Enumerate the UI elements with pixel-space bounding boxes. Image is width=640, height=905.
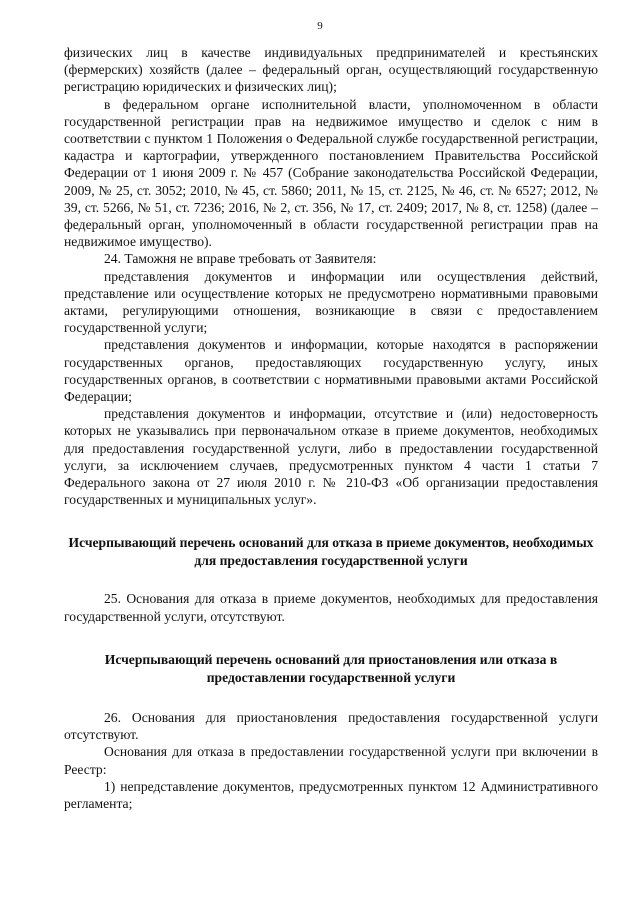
paragraph-24-item-2: представления документов и информации, которые находятся в распоряжении государственных органов, предоставляющих государственную услугу, иных государственных органов, в соответствии с нормативными правовыми актами Российской Федерации; (64, 337, 598, 405)
paragraph-refusal-item-1: 1) непредставление документов, предусмотренных пунктом 12 Административного регламента; (64, 778, 598, 811)
paragraph-rosreestr: в федеральном органе исполнительной власти, уполномоченном в области государственной регистрации прав на недвижимое имущество и сделок с ним в соответствии с пунктом 1 Положения о Федеральной службе государственной регистрации, кадастра и картографии, утвержденного постановлением Правительства Российской Федерации от 1 июня 2009 г. № 457 (Собрание законодательства Российской Федерации, 2009, № 25, ст. 3052; 2010, № 45, ст. 5860; 2011, № 15, ст. 2125, № 46, ст. № 6527; 2012, № 39, ст. 5266, № 51, ст. 7236; 2016, № 2, ст. 356, № 17, ст. 2409; 2017, № 8, ст. 1258) (далее – федеральный орган, уполномоченный в области государственной регистрации прав на недвижимое имущество). (64, 96, 598, 250)
spacer (64, 625, 598, 651)
spacer (64, 508, 598, 534)
paragraph-25: 25. Основания для отказа в приеме документов, необходимых для предоставления государственной услуги, отсутствуют. (64, 591, 598, 624)
paragraph-continuation: физических лиц в качестве индивидуальных предпринимателей и крестьянских (фермерских) хозяйств (далее – федеральный орган, осуществляющий государственную регистрацию юридических и физических лиц); (64, 45, 598, 95)
paragraph-26: 26. Основания для приостановления предоставления государственной услуги отсутствуют. (64, 709, 598, 743)
paragraph-24-item-1: представления документов и информации или осуществления действий, представление или осуществление которых не предусмотрено нормативными правовыми актами, регулирующими отношения, возникающие в связи с предоставлением государственной услуги; (64, 268, 598, 336)
paragraph-24-item-3: представления документов и информации, отсутствие и (или) недостоверность которых не указывались при первоначальном отказе в приеме документов, необходимых для предоставления государственной услуги, либо в предоставлении государственной услуги, за исключением случаев, предусмотренных пунктом 4 части 1 статьи 7 Федерального закона от 27 июля 2010 г. № 210-ФЗ «Об организации предоставления государственных и муниципальных услуг». (64, 406, 598, 508)
page-number: 9 (317, 20, 323, 32)
document-body (64, 44, 598, 812)
spacer (64, 687, 598, 709)
section-heading-suspension-refusal: Исчерпывающий перечень оснований для приостановления или отказа в предоставлении государственной услуги (104, 651, 558, 685)
paragraph-refusal-grounds: Основания для отказа в предоставлении государственной услуги при включении в Реестр: (64, 744, 598, 777)
paragraph-24: 24. Таможня не вправе требовать от Заявителя: (104, 251, 377, 267)
section-heading-refusal-acceptance: Исчерпывающий перечень оснований для отказа в приеме документов, необходимых для предоставления государственной услуги (68, 535, 594, 569)
spacer (64, 570, 598, 590)
